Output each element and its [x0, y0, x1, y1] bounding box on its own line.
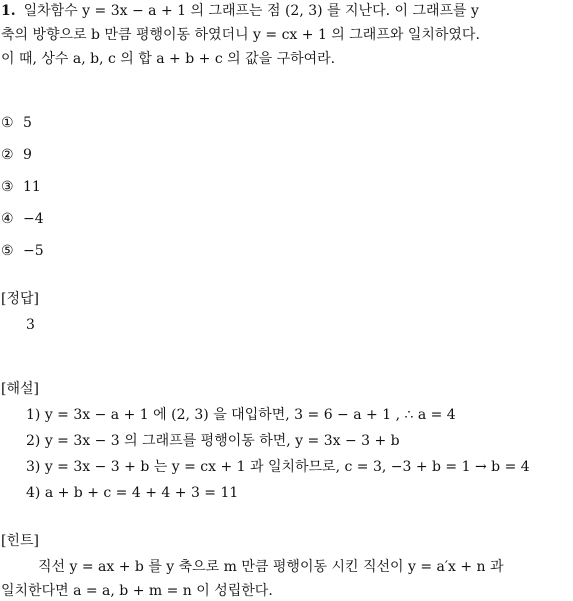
choice-4 — [1, 209, 44, 229]
answer-label: [정답] — [1, 291, 39, 307]
choice-5 — [1, 241, 44, 261]
choice-2 — [1, 145, 32, 165]
explanation-step-3: 3) y = 3x − 3 + b 는 y = cx + 1 과 일치하므로, c = 3, −3 + b = 1 → b = 4 — [26, 459, 530, 475]
choice-value: 9 — [23, 147, 32, 163]
answer-value: 3 — [26, 317, 35, 333]
question-line-1 — [1, 1, 479, 21]
explanation-step-2: 2) y = 3x − 3 의 그래프를 평행이동 하면, y = 3x − 3 + b — [26, 433, 400, 449]
choice-marker: ④ — [1, 211, 14, 227]
choice-value: 11 — [23, 179, 41, 195]
explanation-step-1: 1) y = 3x − a + 1 에 (2, 3) 을 대입하면, 3 = 6 − a + 1 , ∴ a = 4 — [26, 407, 456, 423]
explanation-step-4: 4) a + b + c = 4 + 4 + 3 = 11 — [26, 485, 239, 501]
question-number: 1. — [1, 3, 16, 19]
choice-value: −4 — [23, 211, 44, 227]
hint-line-2: 일치한다면 a = a, b + m = n 이 성립한다. — [1, 583, 273, 599]
choice-1 — [1, 113, 32, 133]
choice-value: −5 — [23, 243, 44, 259]
question-line-2: 축의 방향으로 b 만큼 평행이동 하였더니 y = cx + 1 의 그래프와 일치하였다. — [1, 27, 480, 43]
choice-3 — [1, 177, 41, 197]
choice-marker: ② — [1, 147, 14, 163]
hint-line-1: 직선 y = ax + b 를 y 축으로 m 만큼 평행이동 시킨 직선이 y = a′x + n 과 — [38, 559, 504, 575]
hint-label: [힌트] — [1, 533, 39, 549]
question-text-1: 일차함수 y = 3x − a + 1 의 그래프는 점 (2, 3) 를 지난다. 이 그래프를 y — [23, 3, 479, 19]
choice-marker: ⑤ — [1, 243, 14, 259]
question-line-3: 이 때, 상수 a, b, c 의 합 a + b + c 의 값을 구하여라. — [1, 51, 336, 67]
choice-marker: ③ — [1, 179, 14, 195]
choice-value: 5 — [23, 115, 32, 131]
choice-marker: ① — [1, 115, 14, 131]
explanation-label: [해설] — [1, 381, 39, 397]
